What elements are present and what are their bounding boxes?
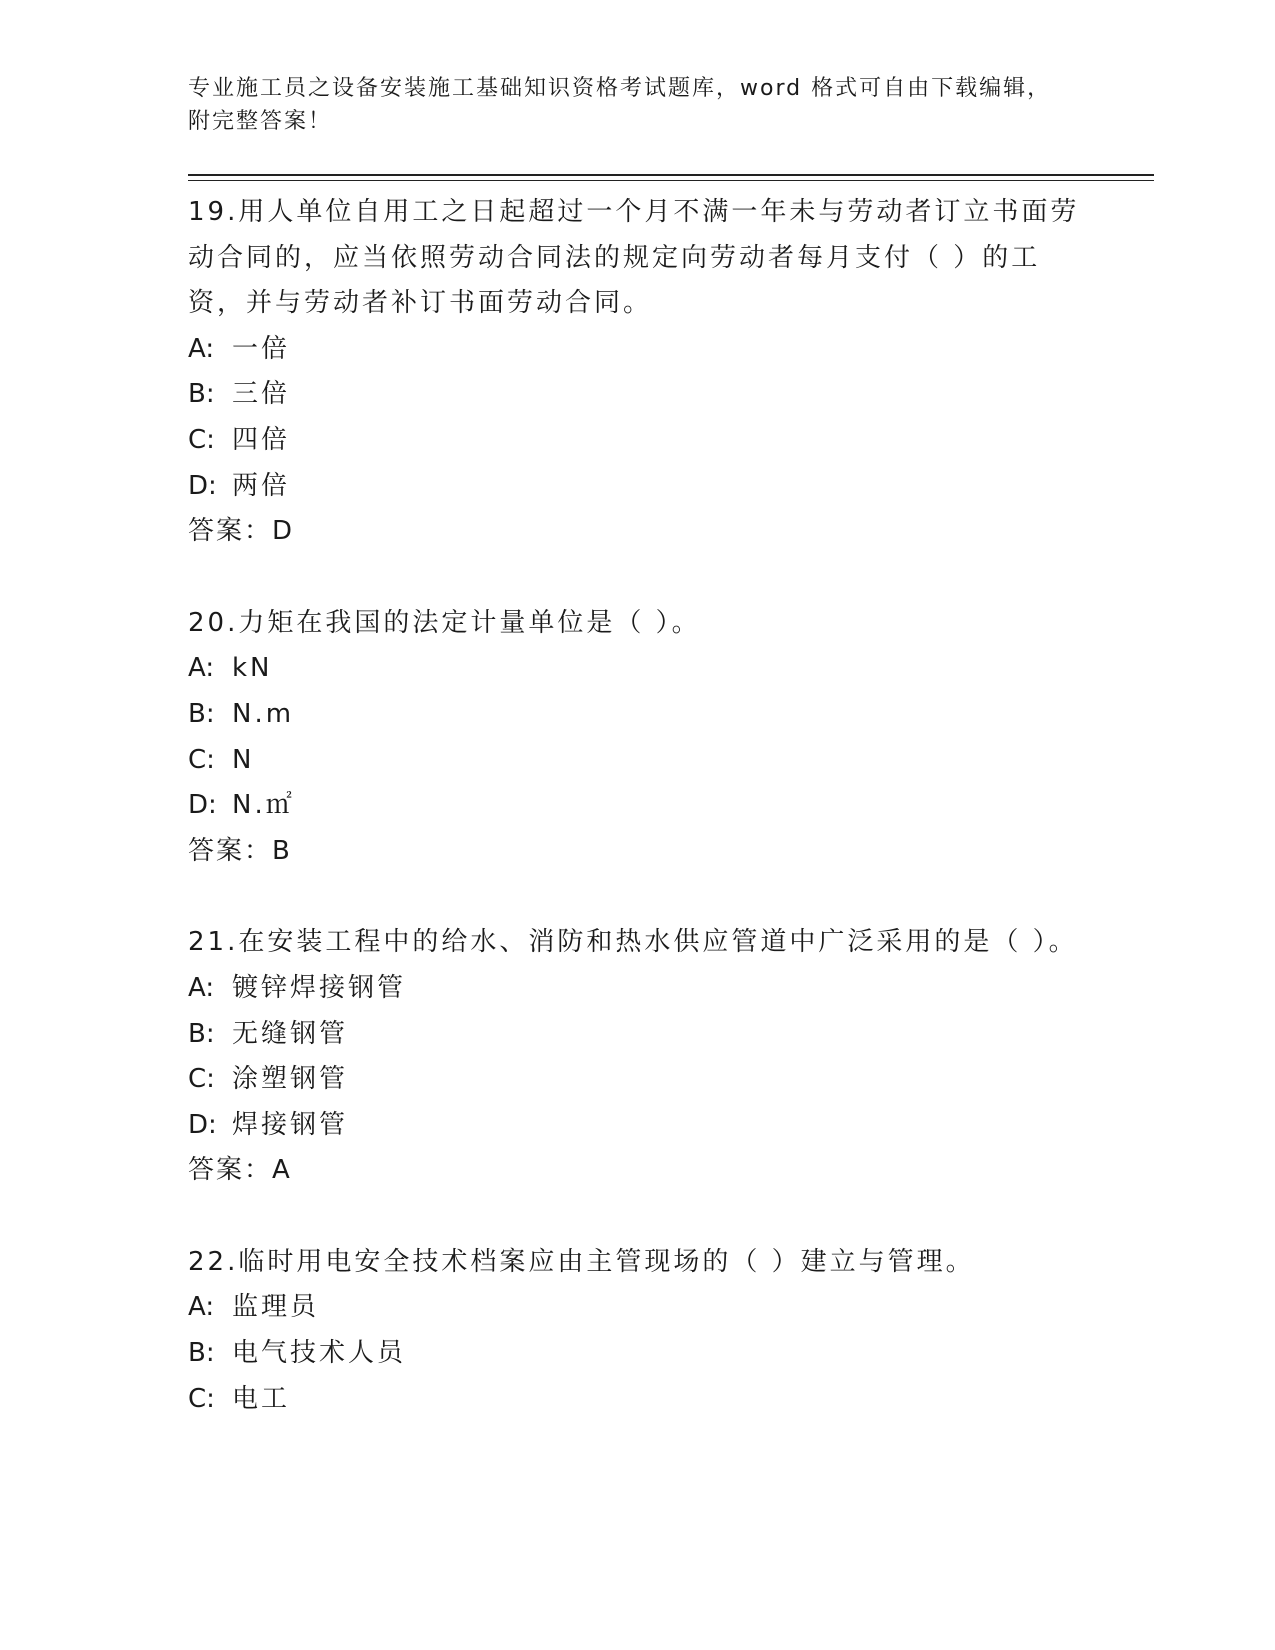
header-line-1: 专业施工员之设备安装施工基础知识资格考试题库，word 格式可自由下载编辑，	[188, 76, 1052, 101]
option-text: N.㎡	[232, 790, 295, 821]
option-label: A:	[188, 653, 215, 684]
option-c	[188, 1377, 1088, 1423]
option-label: B:	[188, 379, 215, 410]
option-text: 两倍	[232, 470, 291, 501]
option-label: D:	[188, 470, 217, 501]
option-text: 一倍	[232, 333, 291, 364]
question-22	[188, 1240, 1088, 1422]
option-label: A:	[188, 1292, 215, 1323]
option-c	[188, 1057, 1088, 1103]
header-divider-thin	[188, 180, 1154, 181]
option-a	[188, 646, 1088, 692]
option-b	[188, 372, 1088, 418]
option-label: C:	[188, 744, 215, 775]
option-b	[188, 1331, 1088, 1377]
option-label: B:	[188, 1018, 215, 1049]
option-text: 镀锌焊接钢管	[232, 972, 407, 1003]
question-text: 21.在安装工程中的给水、消防和热水供应管道中广泛采用的是（ ）。	[188, 927, 1078, 958]
option-label: B:	[188, 1338, 215, 1369]
option-d	[188, 464, 1088, 510]
question-20	[188, 601, 1088, 875]
answer-line: 答案：D	[188, 516, 295, 547]
option-text: 三倍	[232, 379, 291, 410]
option-label: A:	[188, 333, 215, 364]
header-divider-thick	[188, 174, 1154, 176]
question-text: 22.临时用电安全技术档案应由主管现场的（ ）建立与管理。	[188, 1246, 975, 1277]
option-c	[188, 418, 1088, 464]
question-19	[188, 190, 1088, 555]
option-text: 四倍	[232, 424, 291, 455]
answer-line: 答案：A	[188, 1155, 292, 1186]
option-a	[188, 966, 1088, 1012]
option-a	[188, 327, 1088, 373]
document-header	[188, 72, 1068, 138]
option-text: kN	[232, 653, 273, 684]
question-text: 19.用人单位自用工之日起超过一个月不满一年未与劳动者订立书面劳动合同的，应当依照劳动合同法的规定向劳动者每月支付（ ）的工资，并与劳动者补订书面劳动合同。	[188, 197, 1080, 319]
question-21	[188, 920, 1088, 1194]
option-label: C:	[188, 1383, 215, 1414]
option-text: 无缝钢管	[232, 1018, 349, 1049]
option-label: A:	[188, 972, 215, 1003]
option-text: 电气技术人员	[232, 1338, 407, 1369]
option-a	[188, 1285, 1088, 1331]
option-text: N	[232, 744, 255, 775]
question-list	[188, 190, 1088, 1422]
option-label: C:	[188, 1064, 215, 1095]
option-label: C:	[188, 424, 215, 455]
option-c	[188, 738, 1088, 784]
answer-line: 答案：B	[188, 835, 292, 866]
option-label: D:	[188, 1109, 217, 1140]
option-text: 监理员	[232, 1292, 320, 1323]
option-d	[188, 1103, 1088, 1149]
option-label: D:	[188, 790, 217, 821]
option-text: 涂塑钢管	[232, 1064, 349, 1095]
header-line-2: 附完整答案！	[188, 109, 333, 134]
option-d	[188, 783, 1088, 829]
option-text: 电工	[232, 1383, 291, 1414]
option-label: B:	[188, 698, 215, 729]
option-b	[188, 692, 1088, 738]
option-text: 焊接钢管	[232, 1109, 349, 1140]
option-text: N.m	[232, 698, 295, 729]
question-text: 20.力矩在我国的法定计量单位是（ ）。	[188, 607, 701, 638]
option-b	[188, 1012, 1088, 1058]
